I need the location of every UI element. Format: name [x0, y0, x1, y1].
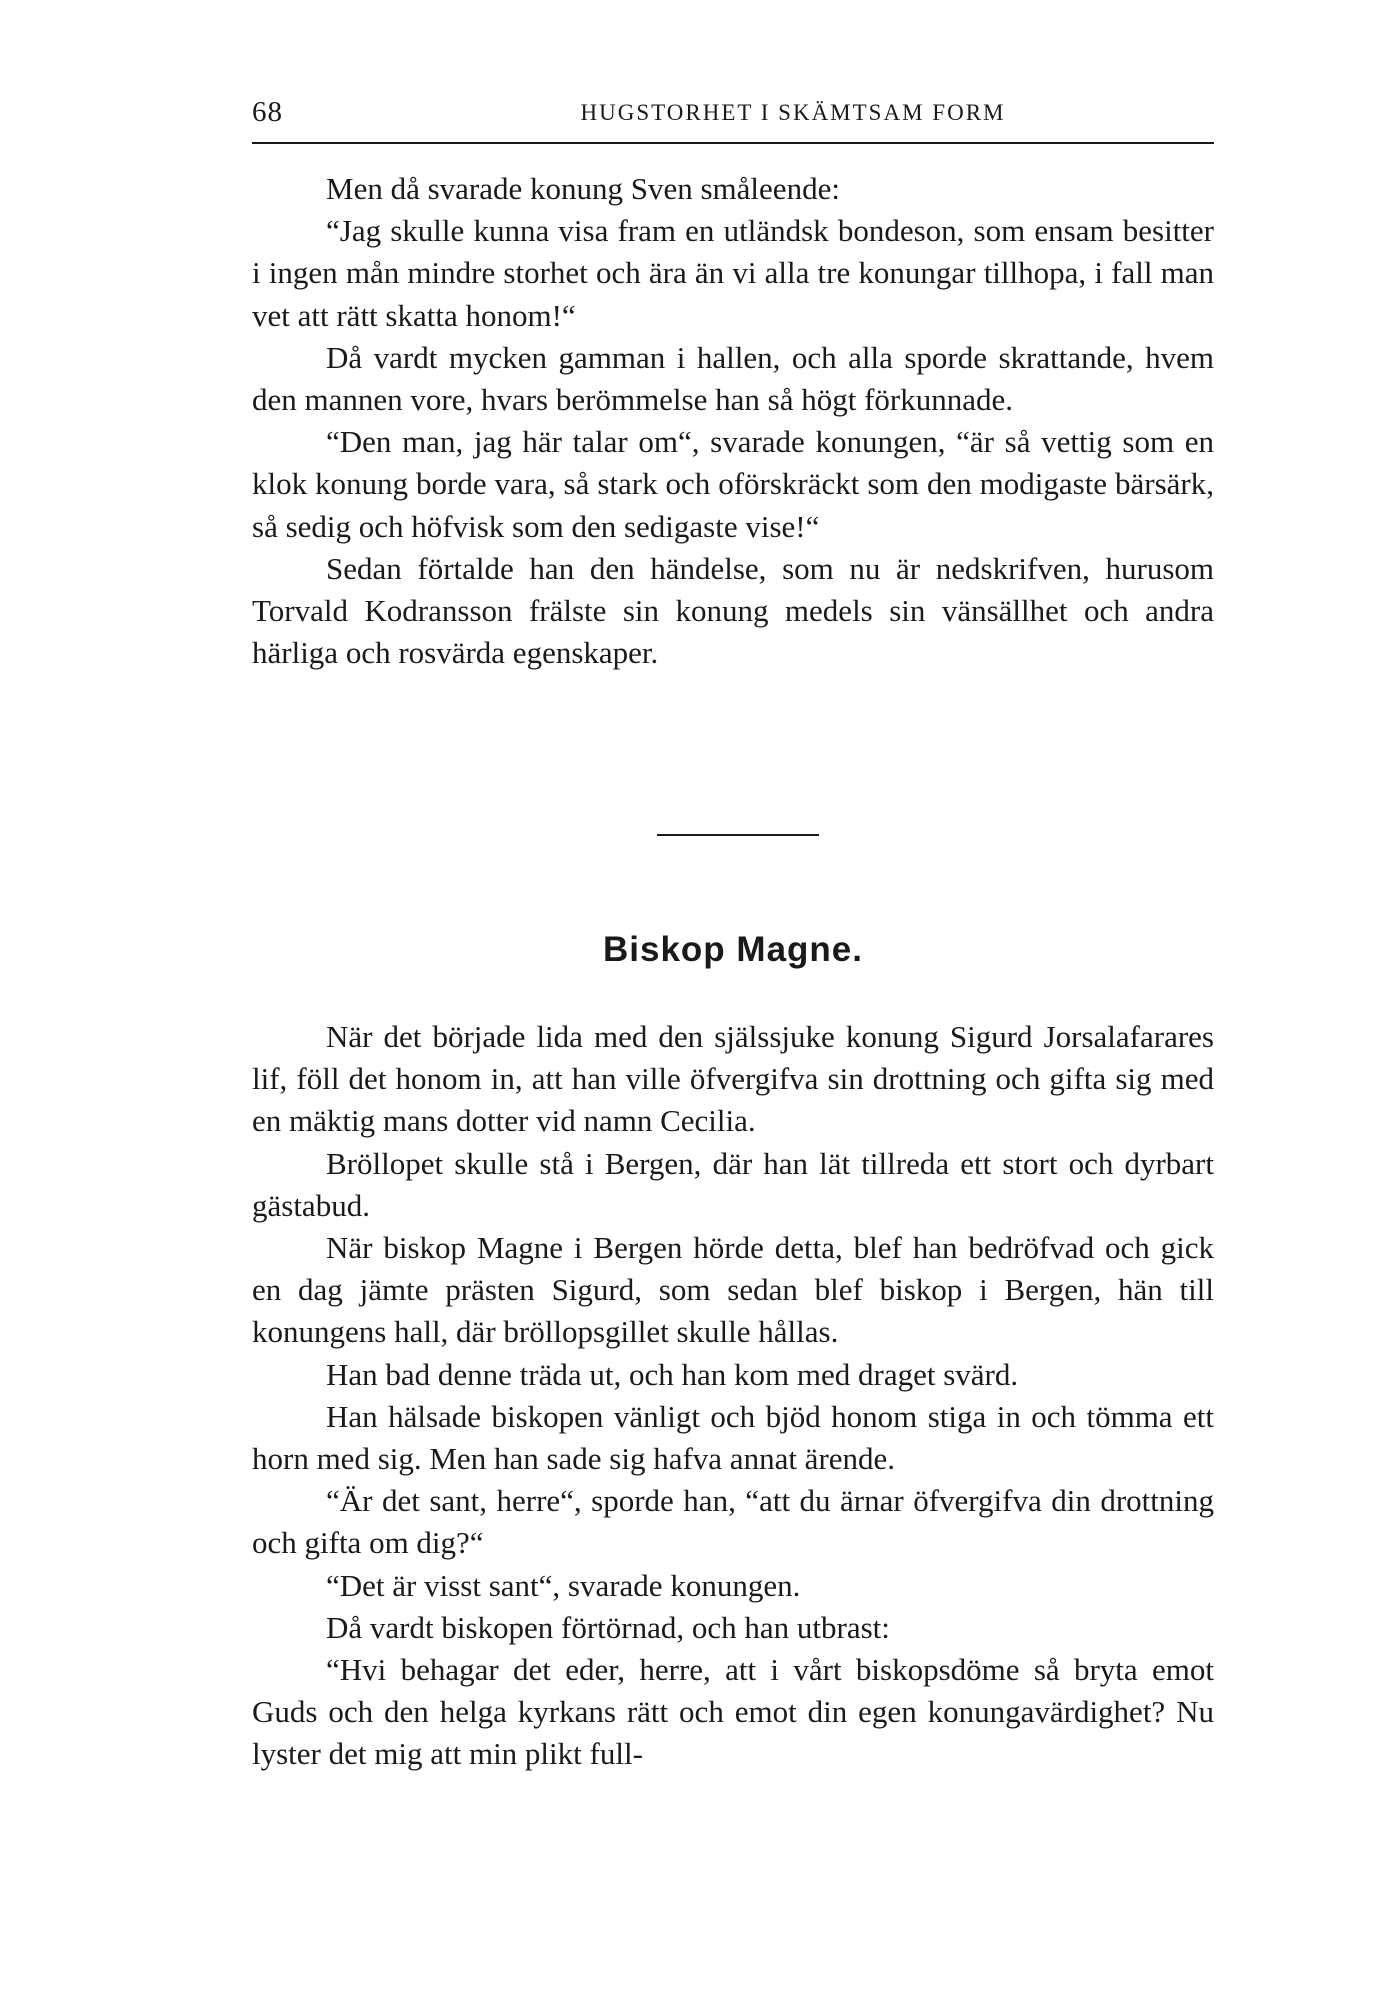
page-header	[252, 92, 1214, 144]
section-1-text	[252, 168, 1214, 674]
paragraph: Han bad denne träda ut, och han kom med draget svärd.	[326, 1356, 1019, 1392]
section-2-text	[252, 1016, 1214, 1776]
paragraph: Sedan förtalde han den händelse, som nu är nedskrifven, hurusom Torvald Kodransson frälste sin konung medels sin vänsällhet och andra härliga och rosvärda egenskaper.	[252, 550, 1214, 671]
paragraph: Han hälsade biskopen vänligt och bjöd honom stiga in och tömma ett horn med sig. Men han sade sig hafva annat ärende.	[252, 1398, 1214, 1477]
paragraph: “Det är visst sant“, svarade konungen.	[326, 1567, 801, 1603]
page-number: 68	[252, 96, 283, 128]
section-divider	[657, 834, 819, 836]
paragraph: “Den man, jag här talar om“, svarade konungen, “är så vettig som en klok konung borde vara, så stark och oförskräckt som den modigaste bärsärk, så sedig och höfvisk som den sedigaste vise!“	[252, 424, 1214, 544]
paragraph: När det började lida med den själssjuke konung Sigurd Jorsalafarares lif, föll det honom in, att han ville öfvergifva sin drottning och gifta sig med en mäktig mans dotter vid namn Cecilia.	[252, 1019, 1214, 1139]
paragraph: Bröllopet skulle stå i Bergen, där han lät tillreda ett stort och dyrbart gästabud.	[252, 1145, 1214, 1223]
section-heading: Biskop Magne.	[603, 930, 863, 969]
paragraph: Då vardt mycken gamman i hallen, och alla sporde skrattande, hvem den mannen vore, hvars berömmelse han så högt förkunnade.	[252, 339, 1214, 418]
paragraph: Då vardt biskopen förtörnad, och han utbrast:	[326, 1609, 890, 1645]
running-title: HUGSTORHET I SKÄMTSAM FORM	[580, 100, 1006, 125]
paragraph: När biskop Magne i Bergen hörde detta, blef han bedröfvad och gick en dag jämte prästen Sigurd, som sedan blef biskop i Bergen, hän till konungens hall, där bröllopsgillet skulle hållas.	[252, 1230, 1214, 1350]
paragraph: “Är det sant, herre“, sporde han, “att du ärnar öfvergifva din drottning och gifta om dig?“	[252, 1483, 1214, 1561]
paragraph: “Jag skulle kunna visa fram en utländsk bondeson, som ensam besitter i ingen mån mindre storhet och ära än vi alla tre konungar tillhopa, i fall man vet att rätt skatta honom!“	[252, 213, 1214, 333]
paragraph: “Hvi behagar det eder, herre, att i vårt biskopsdöme så bryta emot Guds och den helga kyrkans rätt och emot din egen konungavärdighet? Nu lyster det mig att min plikt full-	[252, 1652, 1214, 1772]
paragraph: Men då svarade konung Sven småleende:	[326, 171, 840, 206]
